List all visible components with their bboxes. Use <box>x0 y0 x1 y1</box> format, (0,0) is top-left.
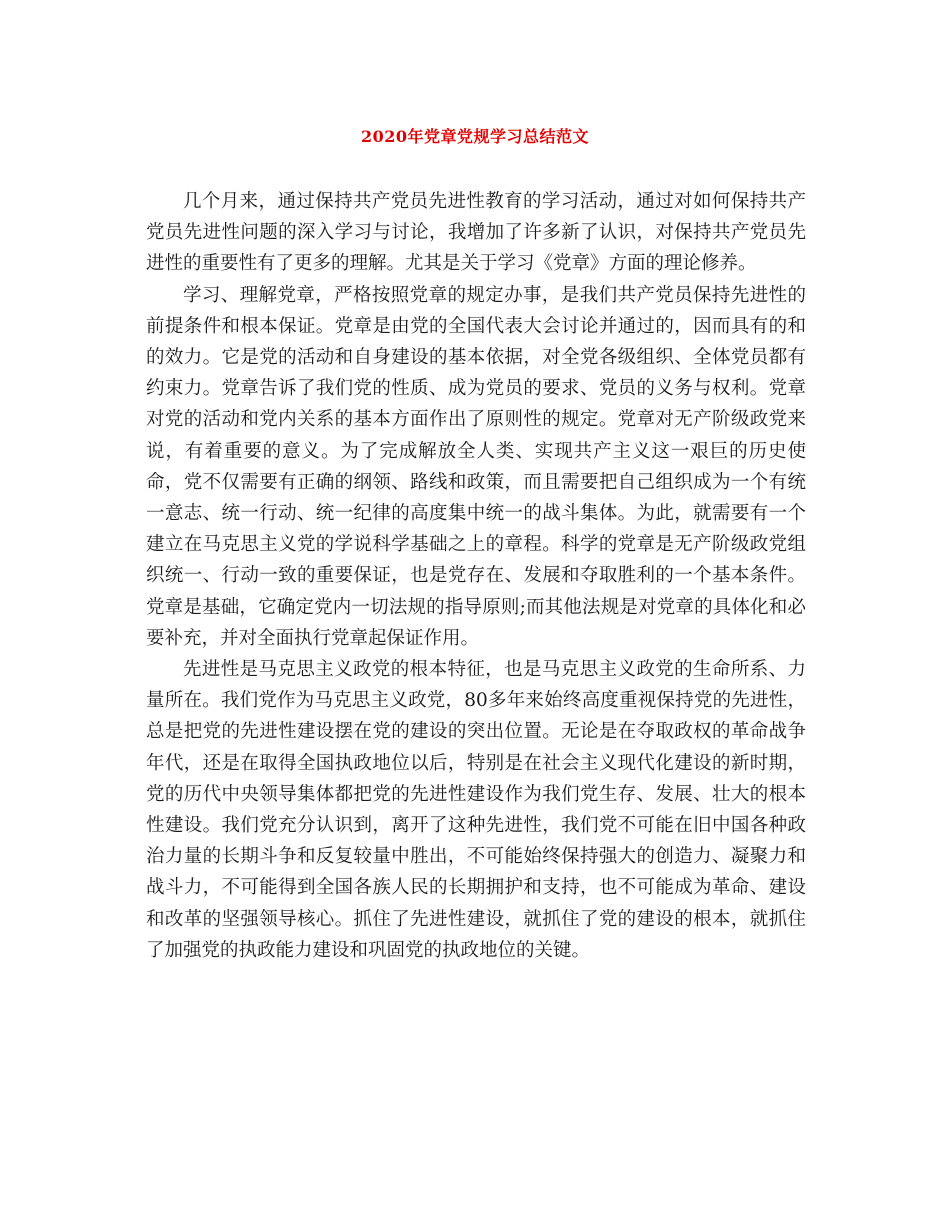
document-title: 2020年党章党规学习总结范文 <box>360 127 590 146</box>
paragraph-3: 先进性是马克思主义政党的根本特征，也是马克思主义政党的生命所系、力量所在。我们党作为马克思主义政党，80多年来始终高度重视保持党的先进性，总是把党的先进性建设摆在党的建设的突出位置。无论是在夺取政权的革命战争年代，还是在取得全国执政地位以后，特别是在社会主义现代化建设的新时期，党的历代中央领导集体都把党的先进性建设作为我们党生存、发展、壮大的根本性建设。我们党充分认识到，离开了这种先进性，我们党不可能在旧中国各种政治力量的长期斗争和反复较量中胜出，不可能始终保持强大的创造力、凝聚力和战斗力，不可能得到全国各族人民的长期拥护和支持，也不可能成为革命、建设和改革的坚强领导核心。抓住了先进性建设，就抓住了党的建设的根本，就抓住了加强党的执政能力建设和巩固党的执政地位的关键。 <box>146 659 806 961</box>
paragraph-2: 学习、理解党章，严格按照党章的规定办事，是我们共产党员保持先进性的前提条件和根本保证。党章是由党的全国代表大会讨论并通过的，因而具有的和的效力。它是党的活动和自身建设的基本依据，对全党各级组织、全体党员都有约束力。党章告诉了我们党的性质、成为党员的要求、党员的义务与权利。党章对党的活动和党内关系的基本方面作出了原则性的规定。党章对无产阶级政党来说，有着重要的意义。为了完成解放全人类、实现共产主义这一艰巨的历史使命，党不仅需要有正确的纲领、路线和政策，而且需要把自己组织成为一个有统一意志、统一行动、统一纪律的高度集中统一的战斗集体。为此，就需要有一个建立在马克思主义党的学说科学基础之上的章程。科学的党章是无产阶级政党组织统一、行动一致的重要保证，也是党存在、发展和夺取胜利的一个基本条件。党章是基础，它确定党内一切法规的指导原则;而其他法规是对党章的具体化和必要补充，并对全面执行党章起保证作用。 <box>146 284 806 649</box>
document-body <box>146 186 806 966</box>
paragraph-1: 几个月来，通过保持共产党员先进性教育的学习活动，通过对如何保持共产党员先进性问题的深入学习与讨论，我增加了许多新了认识，对保持共产党员先进性的重要性有了更多的理解。尤其是关于学习《党章》方面的理论修养。 <box>146 191 806 275</box>
